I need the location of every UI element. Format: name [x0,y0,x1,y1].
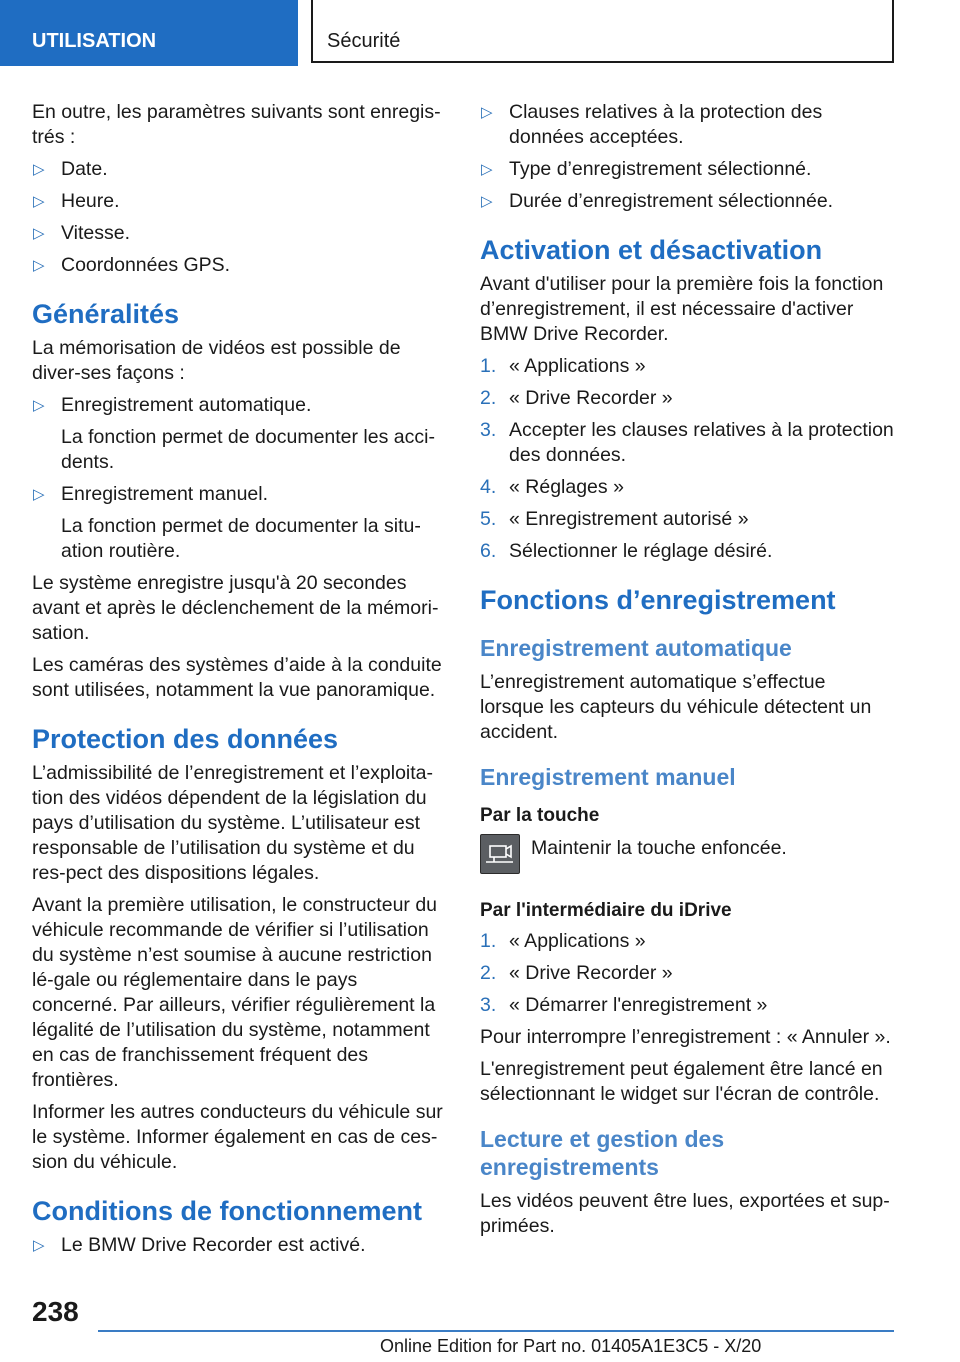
widget-text: L'enregistrement peut également être lancé en sélectionnant le widget sur l'écran de contrôle. [480,1058,883,1105]
list-item: 5. « Enregistrement autorisé » [480,508,749,530]
list-item: 2. « Drive Recorder » [480,387,673,409]
list-item: ▷ Coordonnées GPS. [33,254,231,276]
drive-recorder-button-icon [480,834,520,874]
auto-text: L’enregistrement automatique s’effectue lorsque les capteurs du véhicule détectent un accident. [480,671,872,743]
left-column [32,100,446,1265]
heading-by-idrive: Par l'intermédiaire du iDrive [480,900,732,921]
chapter-title: Sécurité [311,0,894,63]
generalites-p1: Le système enregistre jusqu'à 20 secondes avant et après le déclenchement de la mémori-sation. [32,572,439,644]
bullet-icon: ▷ [33,1237,45,1254]
recording-modes-list [32,393,446,564]
bullet-icon: ▷ [33,161,45,178]
section-tab: UTILISATION [0,0,298,66]
bullet-icon: ▷ [481,104,493,121]
page-header [0,0,960,66]
list-item: ▷ Vitesse. [33,222,131,244]
heading-activation: Activation et désactivation [480,235,823,265]
heading-lecture: Lecture et gestion des enregistrements [480,1126,725,1180]
generalites-intro: La mémorisation de vidéos est possible de diver-ses façons : [32,337,401,384]
interrupt-text: Pour interrompre l’enregistrement : « Annuler ». [480,1026,891,1048]
list-item: ▷ Enregistrement manuel. La fonction permet de documenter la situ-ation routière. [33,483,421,562]
list-item: ▷ Heure. [33,190,120,212]
bullet-icon: ▷ [33,257,45,274]
heading-fonctions: Fonctions d’enregistrement [480,585,836,615]
conditions-list-cont [480,100,894,214]
list-item: 1. « Applications » [480,355,646,377]
heading-manual: Enregistrement manuel [480,764,736,790]
intro-paragraph: En outre, les paramètres suivants sont enregis-trés : [32,101,441,148]
footer-edition: Online Edition for Part no. 01405A1E3C5 - X/20 [380,1336,762,1356]
heading-conditions: Conditions de fonctionnement [32,1196,422,1226]
list-item: 3. Accepter les clauses relatives à la protection des données. [480,419,894,466]
list-item: 3. « Démarrer l'enregistrement » [480,994,768,1016]
lecture-text: Les vidéos peuvent être lues, exportées et sup-primées. [480,1190,890,1237]
heading-by-button: Par la touche [480,805,600,826]
button-instruction [480,834,894,878]
bullet-icon: ▷ [33,397,45,414]
heading-generalites: Généralités [32,299,180,329]
list-item: ▷ Enregistrement automatique. La fonction permet de documenter les acci-dents. [33,394,435,473]
bullet-icon: ▷ [33,486,45,503]
page-number: 238 [32,1296,79,1327]
list-item: 6. Sélectionner le réglage désiré. [480,540,773,562]
bullet-icon: ▷ [33,193,45,210]
generalites-p2: Les caméras des systèmes d’aide à la conduite sont utilisées, notamment la vue panoramique. [32,654,442,701]
idrive-steps [480,929,894,1018]
recorded-params-list [32,157,446,278]
right-column [480,100,894,1246]
list-item: 4. « Réglages » [480,476,624,498]
activation-intro: Avant d'utiliser pour la première fois la fonction d’enregistrement, il est nécessaire d'activer BMW Drive Recorder. [480,273,884,345]
heading-auto: Enregistrement automatique [480,635,792,661]
activation-steps [480,354,894,564]
list-item: 2. « Drive Recorder » [480,962,673,984]
list-item: ▷ Durée d’enregistrement sélectionnée. [481,190,834,212]
bullet-icon: ▷ [481,193,493,210]
protection-p2: Avant la première utilisation, le constructeur du véhicule recommande de vérifier si l’utilisation du système n’est soumise à aucune restriction lé-gale ou réglementaire dans le pays concerné. Par ailleurs, vérifier régulièrement la légalité de l’utilisation du système, notamment en cas de franchissement fréquent des frontières. [32,894,438,1091]
button-instruction-text: Maintenir la touche enfoncée. [531,837,787,859]
conditions-list [32,1233,446,1258]
list-item: ▷ Type d’enregistrement sélectionné. [481,158,812,180]
bullet-icon: ▷ [481,161,493,178]
protection-p3: Informer les autres conducteurs du véhicule sur le système. Informer également en cas de ces-sion du véhicule. [32,1101,443,1173]
list-item: 1. « Applications » [480,930,646,952]
bullet-icon: ▷ [33,225,45,242]
footer-divider [98,1330,894,1332]
list-item: ▷ Date. [33,158,108,180]
list-item: ▷ Le BMW Drive Recorder est activé. [33,1234,366,1256]
heading-protection: Protection des données [32,724,339,754]
protection-p1: L’admissibilité de l’enregistrement et l’exploita-tion des vidéos dépendent de la législation du pays d’utilisation du système. L’utilisateur est responsable de l’utilisation du système et du res-pect des dispositions légales. [32,762,434,884]
list-item: ▷ Clauses relatives à la protection des données acceptées. [481,101,823,148]
